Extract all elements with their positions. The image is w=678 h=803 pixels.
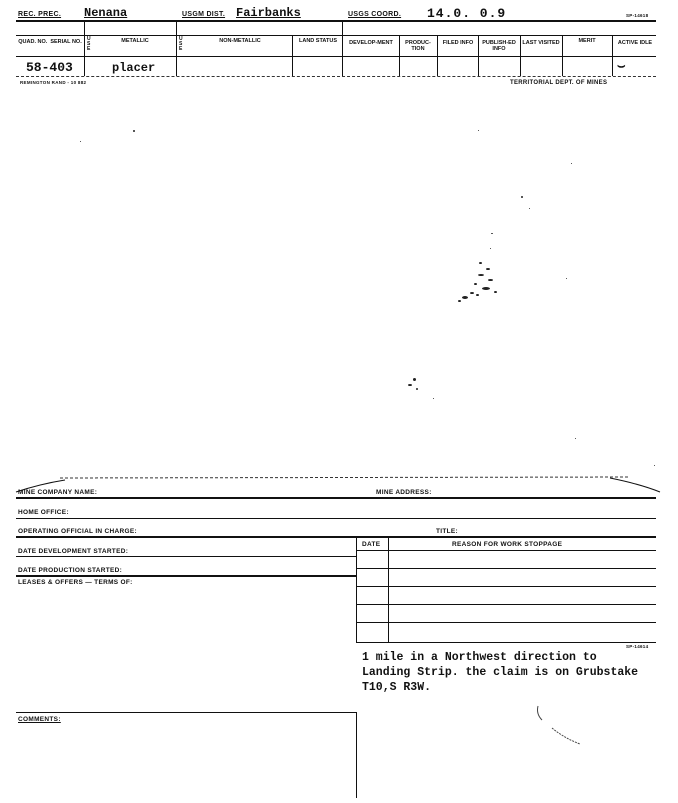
filed-info-header: FILED INFO [442, 40, 474, 46]
note-line: Landing Strip. the claim is on Grubstake [362, 666, 639, 679]
table-rule [356, 568, 656, 569]
col-divider [612, 35, 613, 76]
rec-prec-label: REC. PREC. [18, 11, 62, 18]
non-metallic-header: NON-METALLIC [219, 38, 261, 44]
typed-note [362, 650, 638, 695]
table-divider [388, 536, 389, 642]
col-divider [437, 35, 438, 76]
use-metallic-header: U S E [87, 36, 91, 52]
form-rule [16, 518, 656, 519]
table-rule [356, 586, 656, 587]
usgs-coord-value: 14.0. 0.9 [427, 6, 507, 21]
col-divider [520, 35, 521, 76]
usgm-dist-label: USGM DIST. [182, 11, 226, 18]
col-divider [399, 35, 400, 76]
active-idle-header: ACTIVE IDLE [617, 40, 653, 46]
col-divider [478, 35, 479, 76]
note-line: 1 mile in a Northwest direction to [362, 651, 597, 664]
last-visited-header: LAST VISITED [522, 40, 560, 46]
use-nonmetallic-header: U S E [179, 36, 183, 52]
metallic-header: METALLIC [121, 38, 149, 44]
header-rule-top [16, 20, 656, 22]
table-rule [356, 604, 656, 605]
printer-note: REMINGTON RAND - 10 882 [20, 80, 87, 85]
published-info-header: PUBLISH-ED INFO [482, 40, 516, 52]
table-divider [356, 712, 357, 798]
metallic-value: placer [112, 61, 156, 75]
reason-column-header: REASON FOR WORK STOPPAGE [452, 541, 563, 548]
active-mark: ⌣ [617, 58, 626, 73]
date-column-header: DATE [362, 541, 381, 548]
pencil-mark [530, 700, 590, 750]
date-dev-started-label: DATE DEVELOPMENT STARTED: [18, 548, 129, 555]
col-divider [292, 35, 293, 76]
comments-label: COMMENTS: [18, 716, 61, 723]
form-number-bottom: SP-14614 [626, 644, 649, 649]
serial-no-header: SERIAL NO. [50, 39, 82, 45]
usgs-coord-label: USGS COORD. [348, 11, 402, 18]
form-rule [16, 536, 656, 538]
note-line: T10,S R3W. [362, 681, 432, 694]
date-prod-started-label: DATE PRODUCTION STARTED: [18, 567, 123, 574]
operating-official-label: OPERATING OFFICIAL IN CHARGE: [18, 528, 137, 535]
torn-edge [0, 470, 678, 500]
usgm-dist-value: Fairbanks [236, 6, 301, 20]
header-rule-row [16, 56, 656, 57]
form-rule [16, 575, 356, 577]
merit-header: MERIT [578, 38, 596, 44]
quad-no-header: QUAD. NO. [18, 39, 48, 45]
col-divider [176, 20, 177, 76]
quad-serial-header [16, 39, 84, 45]
title-label: TITLE: [436, 528, 459, 535]
table-divider [356, 536, 357, 642]
serial-value: 58-403 [26, 60, 73, 75]
table-rule [356, 642, 656, 643]
col-divider [342, 20, 343, 76]
form-rule [16, 712, 356, 713]
col-divider [84, 20, 85, 76]
form-number-top: SP-14618 [626, 13, 649, 18]
land-status-header: LAND STATUS [299, 38, 337, 44]
mine-company-name-label: MINE COMPANY NAME: [18, 489, 98, 496]
header-rule-mid [16, 35, 656, 36]
form-rule [16, 556, 356, 557]
development-header: DEVELOP-MENT [349, 40, 393, 46]
form-rule [16, 497, 656, 499]
table-rule [356, 550, 656, 551]
col-divider [562, 35, 563, 76]
table-rule [356, 622, 656, 623]
department-label: TERRITORIAL DEPT. OF MINES [510, 80, 608, 86]
mine-address-label: MINE ADDRESS: [376, 489, 432, 496]
home-office-label: HOME OFFICE: [18, 509, 69, 516]
header-rule-bottom [16, 76, 656, 77]
production-header: PRODUC-TION [405, 40, 431, 52]
rec-prec-value: Nenana [84, 6, 128, 20]
leases-offers-label: LEASES & OFFERS — TERMS OF: [18, 579, 133, 586]
